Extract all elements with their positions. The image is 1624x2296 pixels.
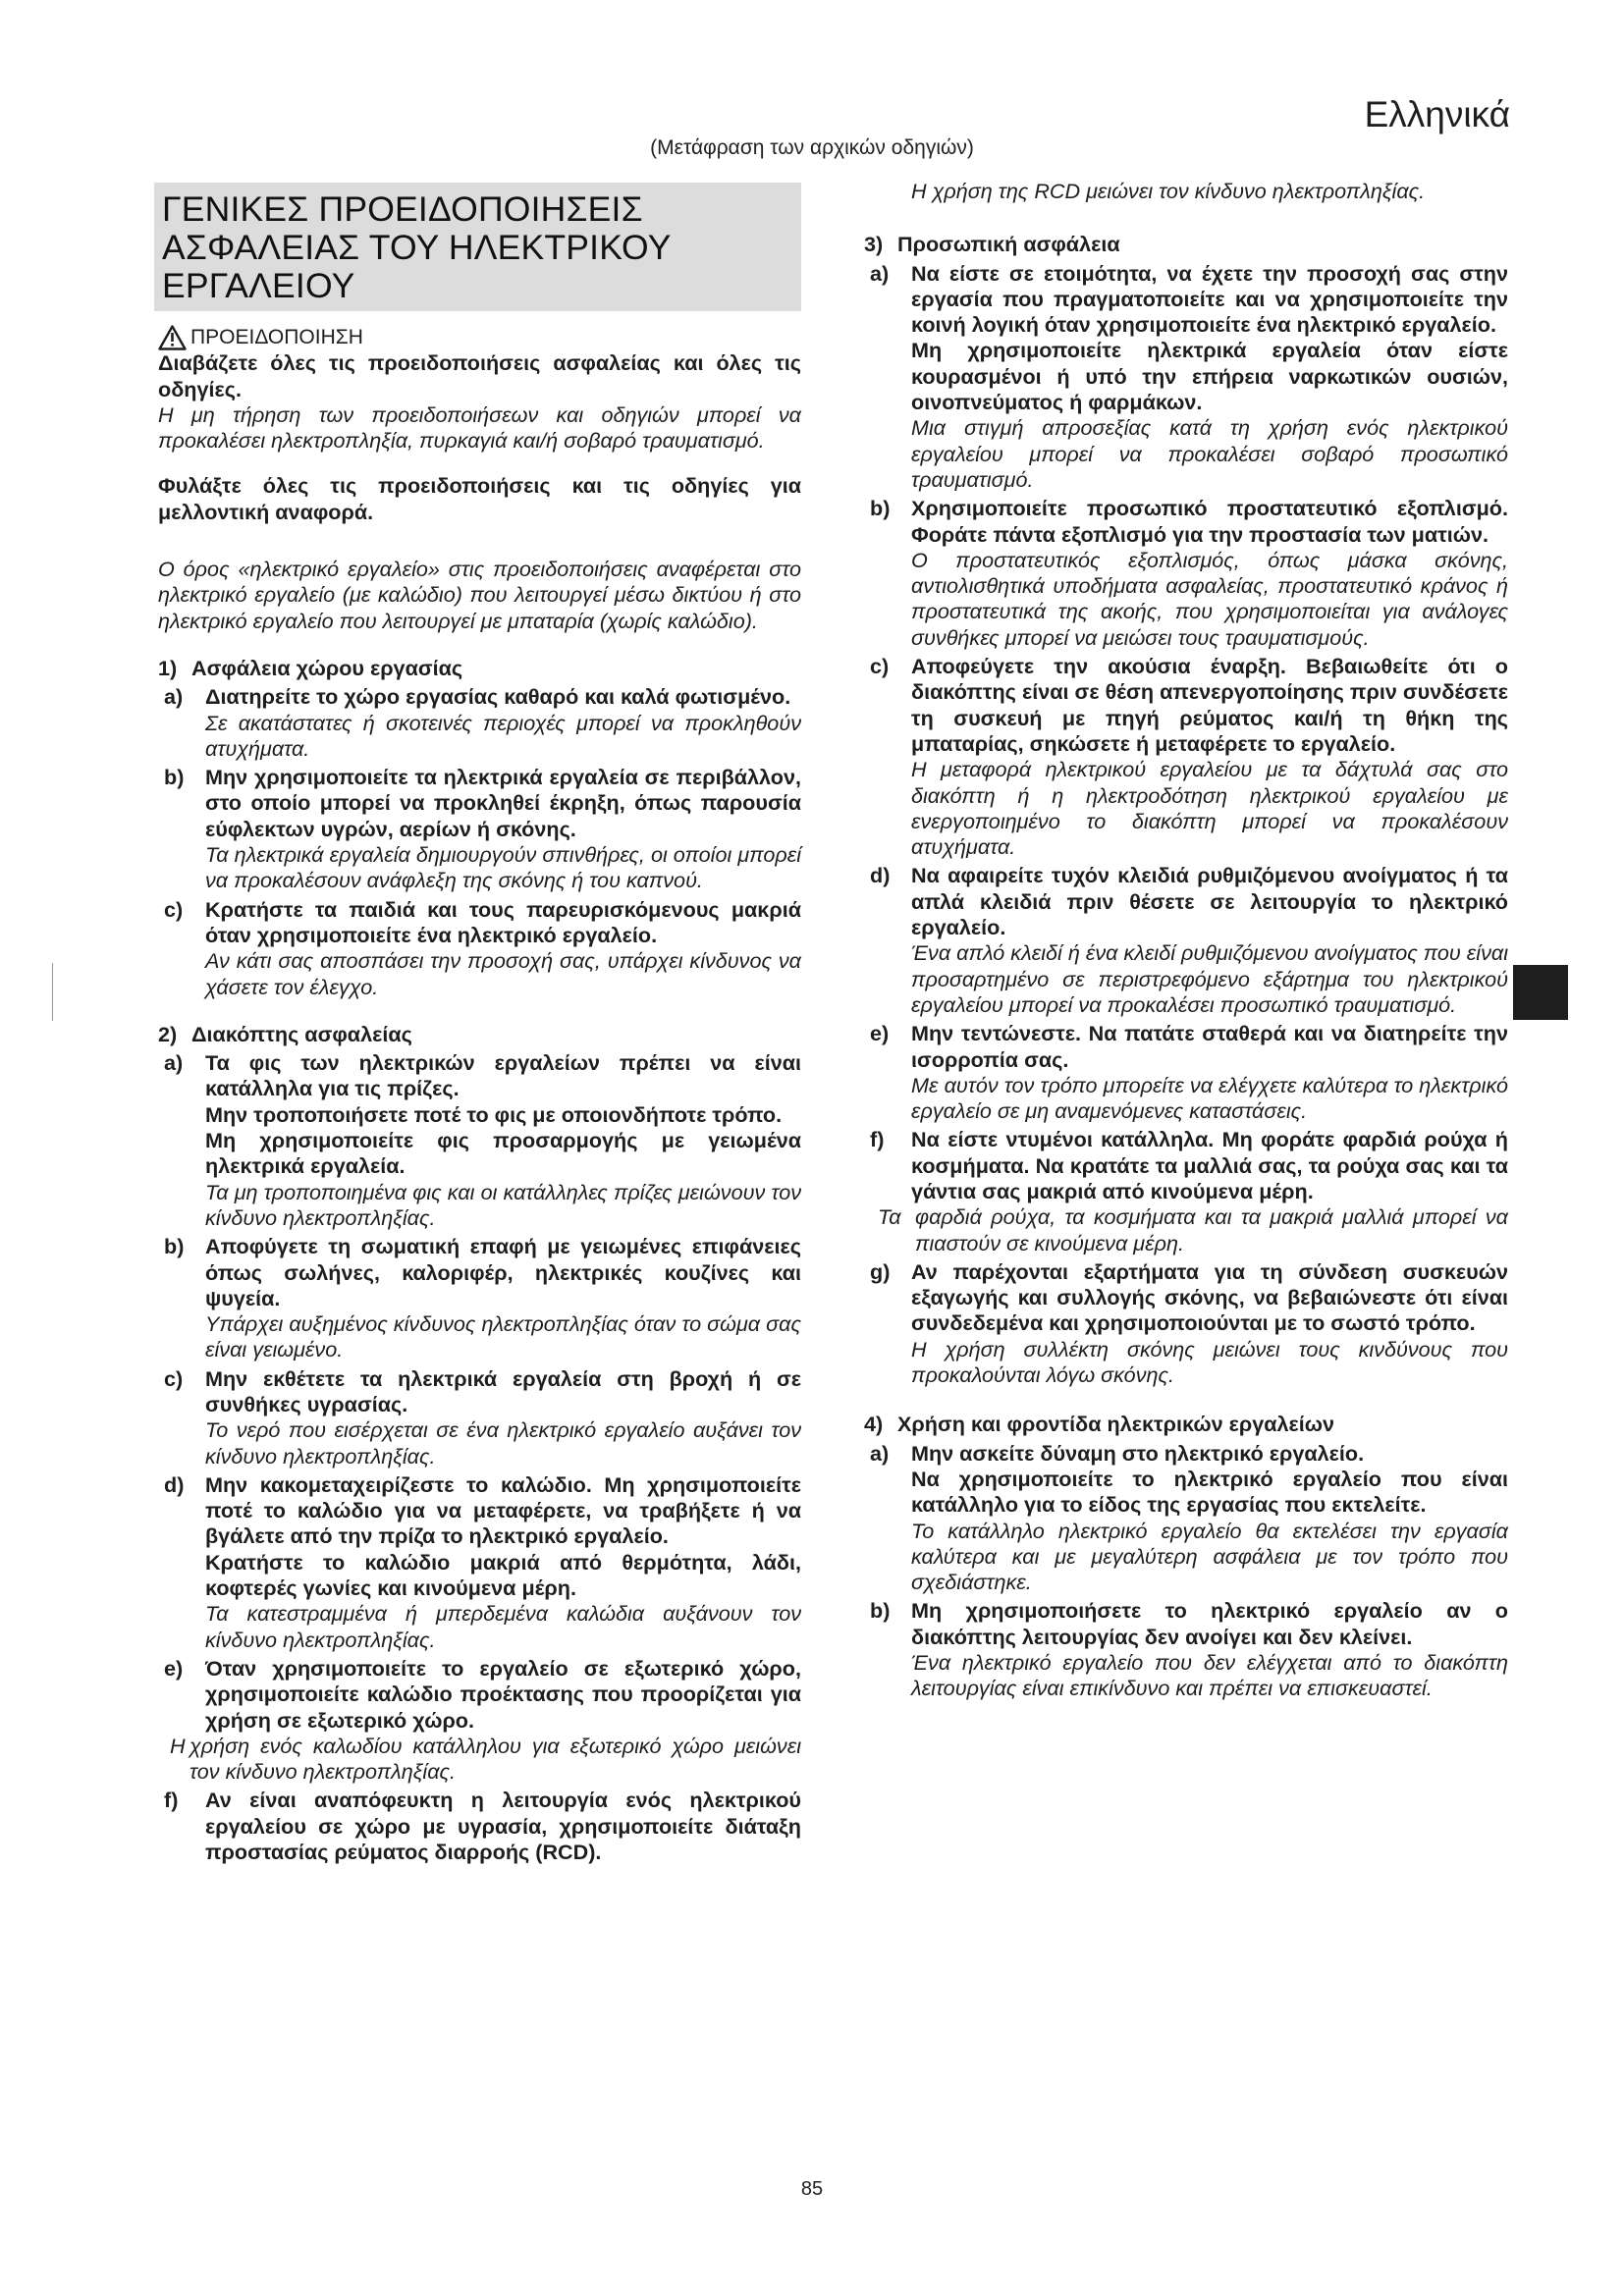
item-bold: Τα φις των ηλεκτρικών εργαλείων πρέπει να είναι κατάλληλα για τις πρίζες. [205,1050,801,1101]
hanging-note [158,1734,801,1786]
item-bold: Μη χρησιμοποιείτε φις προσαρμογής με γειωμένα ηλεκτρικά εργαλεία. [205,1128,801,1179]
list-item [158,765,801,893]
page-number: 85 [800,2178,824,2200]
section-number: 1) [158,655,178,680]
term-definition: Ο όρος «ηλεκτρικό εργαλείο» στις προειδοποιήσεις αναφέρεται στο ηλεκτρικό εργαλείο (με καλώδιο) που λειτουργεί μέσω δικτύου ή στο ηλεκτρικό εργαλείο που λειτουργεί με μπαταρία (χωρίς καλώδιο). [158,557,801,633]
note-lead: Η [170,1733,186,1758]
item-letter: f) [870,1127,885,1152]
section-1-heading [158,656,801,681]
item-italic: Ένα ηλεκτρικό εργαλείο που δεν ελέγχεται από το διακόπτη λειτουργίας είναι επικίνδυνο και πρέπει να επισκευαστεί. [911,1650,1508,1701]
item-bold: Όταν χρησιμοποιείτε το εργαλείο σε εξωτερικό χώρο, χρησιμοποιείτε καλώδιο προέκτασης που προορίζεται για χρήση σε εξωτερικό χώρο. [205,1655,801,1733]
title-line-3: ΕΡΓΑΛΕΙΟΥ [162,266,355,305]
item-bold: Μην τεντώνεστε. Να πατάτε σταθερά και να διατηρείτε την ισορροπία σας. [911,1021,1508,1072]
item-bold: Να χρησιμοποιείτε το ηλεκτρικό εργαλείο που είναι κατάλληλο για το είδος της εργασίας που εκτελείτε. [911,1466,1508,1518]
item-italic: Με αυτόν τον τρόπο μπορείτε να ελέγχετε καλύτερα το ηλεκτρικό εργαλείο σε μη αναμενόμενες καταστάσεις. [911,1072,1508,1124]
item-italic: Το κατάλληλο ηλεκτρικό εργαλείο θα εκτελέσει την εργασία καλύτερα και με μεγαλύτερη ασφάλεια με τον τρόπο που σχεδιάστηκε. [911,1518,1508,1595]
section-title: Διακόπτης ασφαλείας [191,1021,412,1046]
section-3-heading [864,232,1508,257]
item-letter: g) [870,1258,891,1284]
list-item [864,261,1508,494]
item-italic: Αν κάτι σας αποσπάσει την προσοχή σας, υπάρχει κίνδυνος να χάσετε τον έλεγχο. [205,948,801,999]
item-bold: Χρησιμοποιείτε προσωπικό προστατευτικό εξοπλισμό. Φοράτε πάντα εξοπλισμό για την προστασία των ματιών. [911,496,1508,547]
warning-icon [158,325,187,350]
page-title [154,183,801,311]
item-letter: b) [164,1234,185,1259]
list-item [158,1366,801,1469]
section-tab-marker [1513,965,1568,1020]
item-bold: Μη χρησιμοποιήσετε το ηλεκτρικό εργαλείο αν ο διακόπτης λειτουργίας δεν ανοίγει και δεν κλείνει. [911,1598,1508,1649]
item-italic: χρήση ενός καλωδίου κατάλληλου για εξωτερικό χώρο μειώνει τον κίνδυνο ηλεκτροπληξίας. [189,1733,801,1785]
item-italic: Υπάρχει αυξημένος κίνδυνος ηλεκτροπληξίας όταν το σώμα σας είναι γειωμένο. [205,1311,801,1362]
item-letter: d) [164,1471,185,1497]
item-letter: b) [164,765,185,790]
item-letter: a) [870,260,890,286]
item-italic: Σε ακατάστατες ή σκοτεινές περιοχές μπορεί να προκληθούν ατυχήματα. [205,710,801,761]
item-bold: Να αφαιρείτε τυχόν κλειδιά ρυθμιζόμενου ανοίγματος ή τα απλά κλειδιά πριν θέσετε σε λειτουργία το ηλεκτρικό εργαλείο. [911,863,1508,940]
item-letter: b) [870,496,891,521]
item-bold: Αποφεύγετε την ακούσια έναρξη. Βεβαιωθείτε ότι ο διακόπτης είναι σε θέση απενεργοποίησης πριν συνδέσετε τη συσκευή με πηγή ρεύματος και/ή τη θήκη της μπαταρίας, σηκώσετε ή μεταφέρετε το εργαλείο. [911,654,1508,756]
item-letter: b) [870,1598,891,1624]
list-item [158,897,801,1000]
list-item [158,684,801,762]
item-bold: Μην κακομεταχειρίζεστε το καλώδιο. Μη χρησιμοποιείτε ποτέ το καλώδιο για να μεταφέρετε, να τραβήξετε ή να βγάλετε από την πρίζα το ηλεκτρικό εργαλείο. [205,1471,801,1549]
item-italic: Ένα απλό κλειδί ή ένα κλειδί ρυθμιζόμενου ανοίγματος που είναι προσαρτημένο σε περιστρεφόμενο εξάρτημα του ηλεκτρικού εργαλείου μπορεί να προκαλέσει προσωπικό τραυματισμό. [911,940,1508,1017]
warning-label: ΠΡΟΕΙΔΟΠΟΙΗΣΗ [190,326,363,348]
list-item [864,1127,1508,1204]
item-italic: Τα ηλεκτρικά εργαλεία δημιουργούν σπινθήρες, οι οποίοι μπορεί να προκαλέσουν ανάφλεξη της σκόνης ή του καπνού. [205,842,801,893]
list-item [864,654,1508,860]
keep-instructions: Φυλάξτε όλες τις προειδοποιήσεις και τις οδηγίες για μελλοντική αναφορά. [158,473,801,524]
item-bold: Μην χρησιμοποιείτε τα ηλεκτρικά εργαλεία σε περιβάλλον, στο οποίο μπορεί να προκληθεί έκρηξη, όπως παρουσία εύφλεκτων υγρών, αερίων ή σκόνης. [205,765,801,841]
title-line-1: ΓΕΝΙΚΕΣ ΠΡΟΕΙΔΟΠΟΙΗΣΕΙΣ [162,189,643,229]
list-item [864,1598,1508,1701]
item-italic: φαρδιά ρούχα, τα κοσμήματα και τα μακριά μαλλιά μπορεί να πιαστούν σε κινούμενα μέρη. [915,1204,1508,1255]
item-letter: d) [870,863,891,888]
item-letter: a) [164,1050,184,1076]
item-letter: e) [870,1021,890,1046]
item-letter: f) [164,1788,179,1813]
list-item [158,1472,801,1653]
section-2-heading [158,1022,801,1047]
right-column [864,179,1508,1702]
list-item [864,1259,1508,1388]
item-letter: c) [164,896,184,922]
item-bold: Κρατήστε τα παιδιά και τους παρευρισκόμενους μακριά όταν χρησιμοποιείτε ένα ηλεκτρικό εργαλείο. [205,896,801,947]
list-item [864,1021,1508,1124]
section-title: Ασφάλεια χώρου εργασίας [191,655,463,680]
item-bold: Μην εκθέτετε τα ηλεκτρικά εργαλεία στη βροχή ή σε συνθήκες υγρασίας. [205,1365,801,1416]
item-italic: Ο προστατευτικός εξοπλισμός, όπως μάσκα σκόνης, αντιολισθητικά υποδήματα ασφαλείας, προστατευτικό κράνος ή προστατευτικά της ακοής, που χρησιμοποιείται για ανάλογες συνθήκες μπορεί να μειώσει τους τραυματισμούς. [911,547,1508,650]
list-item [158,1050,801,1231]
section-title: Προσωπική ασφάλεια [897,232,1120,257]
rcd-note: Η χρήση της RCD μειώνει τον κίνδυνο ηλεκτροπληξίας. [911,179,1426,203]
section-number: 3) [864,232,884,257]
item-bold: Να είστε σε ετοιμότητα, να έχετε την προσοχή σας στην εργασία που πραγματοποιείτε και να χρησιμοποιείτε την κοινή λογική όταν χρησιμοποιείτε ένα ηλεκτρικό εργαλείο. [911,260,1508,338]
item-italic: Το νερό που εισέρχεται σε ένα ηλεκτρικό εργαλείο αυξάνει τον κίνδυνο ηλεκτροπληξίας. [205,1417,801,1468]
list-item [864,496,1508,651]
item-bold: Μην ασκείτε δύναμη στο ηλεκτρικό εργαλείο. [911,1440,1365,1466]
list-item [864,863,1508,1018]
item-italic: Η μεταφορά ηλεκτρικού εργαλείου με τα δάχτυλά σας στο διακόπτη ή η ηλεκτροδότηση ηλεκτρικού εργαλείου με ενεργοποιημένο το διακόπτη μπορεί να προκαλέσουν ατυχήματα. [911,757,1508,860]
hanging-note [864,1204,1508,1256]
item-letter: c) [870,654,890,679]
list-item [864,1441,1508,1596]
item-letter: e) [164,1655,184,1681]
section-title: Χρήση και φροντίδα ηλεκτρικών εργαλείων [897,1412,1334,1437]
warning-italic: Η μη τήρηση των προειδοποιήσεων και οδηγιών μπορεί να προκαλέσει ηλεκτροπληξία, πυρκαγιά και/ή σοβαρό τραυματισμό. [158,401,801,454]
item-italic: Τα κατεστραμμένα ή μπερδεμένα καλώδια αυξάνουν τον κίνδυνο ηλεκτροπληξίας. [205,1601,801,1652]
item-letter: a) [164,684,184,710]
item-bold: Αν παρέχονται εξαρτήματα για τη σύνδεση συσκευών εξαγωγής και συλλογής σκόνης, να βεβαιώνεστε ότι είναι συνδεδεμένα και χρησιμοποιούνται με το σωστό τρόπο. [911,1258,1508,1336]
margin-line [52,963,53,1021]
list-item [158,1656,801,1734]
warning-heading [158,325,801,350]
title-line-2: ΑΣΦΑΛΕΙΑΣ ΤΟΥ ΗΛΕΚΤΡΙΚΟΥ [162,228,672,267]
section-4-heading [864,1412,1508,1437]
item-bold: Διατηρείτε το χώρο εργασίας καθαρό και καλά φωτισμένο. [205,684,791,710]
left-column [158,179,801,1865]
item-bold: Μη χρησιμοποιείτε ηλεκτρικά εργαλεία όταν είστε κουρασμένοι ή υπό την επήρεια ναρκωτικών ουσιών, οινοπνεύματος ή φαρμάκων. [911,338,1508,415]
list-item [158,1234,801,1362]
translation-note: (Μετάφραση των αρχικών οδηγιών) [650,136,974,159]
item-bold: Αποφύγετε τη σωματική επαφή με γειωμένες επιφάνειες όπως σωλήνες, καλοριφέρ, ηλεκτρικές κουζίνες και ψυγεία. [205,1234,801,1310]
section-number: 2) [158,1021,178,1046]
warning-bold: Διαβάζετε όλες τις προειδοποιήσεις ασφαλείας και όλες τις οδηγίες. [158,350,801,401]
language-label: Ελληνικά [1364,94,1510,134]
item-italic: Μια στιγμή απροσεξίας κατά τη χρήση ενός ηλεκτρικού εργαλείου μπορεί να προκαλέσει σοβαρό προσωπικό τραυματισμό. [911,415,1508,492]
item-bold: Αν είναι αναπόφευκτη η λειτουργία ενός ηλεκτρικού εργαλείου σε χώρο με υγρασία, χρησιμοποιείτε διάταξη προστασίας ρεύματος διαρροής (RCD). [205,1788,801,1865]
list-item [158,1788,801,1865]
item-bold: Κρατήστε το καλώδιο μακριά από θερμότητα, λάδι, κοφτερές γωνίες και κινούμενα μέρη. [205,1549,801,1601]
item-letter: a) [870,1440,890,1466]
item-letter: c) [164,1365,184,1391]
item-bold: Μην τροποποιήσετε ποτέ το φις με οποιονδήποτε τρόπο. [205,1101,783,1127]
note-lead: Τα [878,1204,901,1230]
item-italic: Τα μη τροποποιημένα φις και οι κατάλληλες πρίζες μειώνουν τον κίνδυνο ηλεκτροπληξίας. [205,1179,801,1230]
item-italic: Η χρήση συλλέκτη σκόνης μειώνει τους κινδύνους που προκαλούνται λόγω σκόνης. [911,1336,1508,1388]
item-bold: Να είστε ντυμένοι κατάλληλα. Μη φοράτε φαρδιά ρούχα ή κοσμήματα. Να κρατάτε τα μαλλιά σας, τα ρούχα σας και τα γάντια σας μακριά από κινούμενα μέρη. [911,1127,1508,1203]
section-number: 4) [864,1412,884,1437]
